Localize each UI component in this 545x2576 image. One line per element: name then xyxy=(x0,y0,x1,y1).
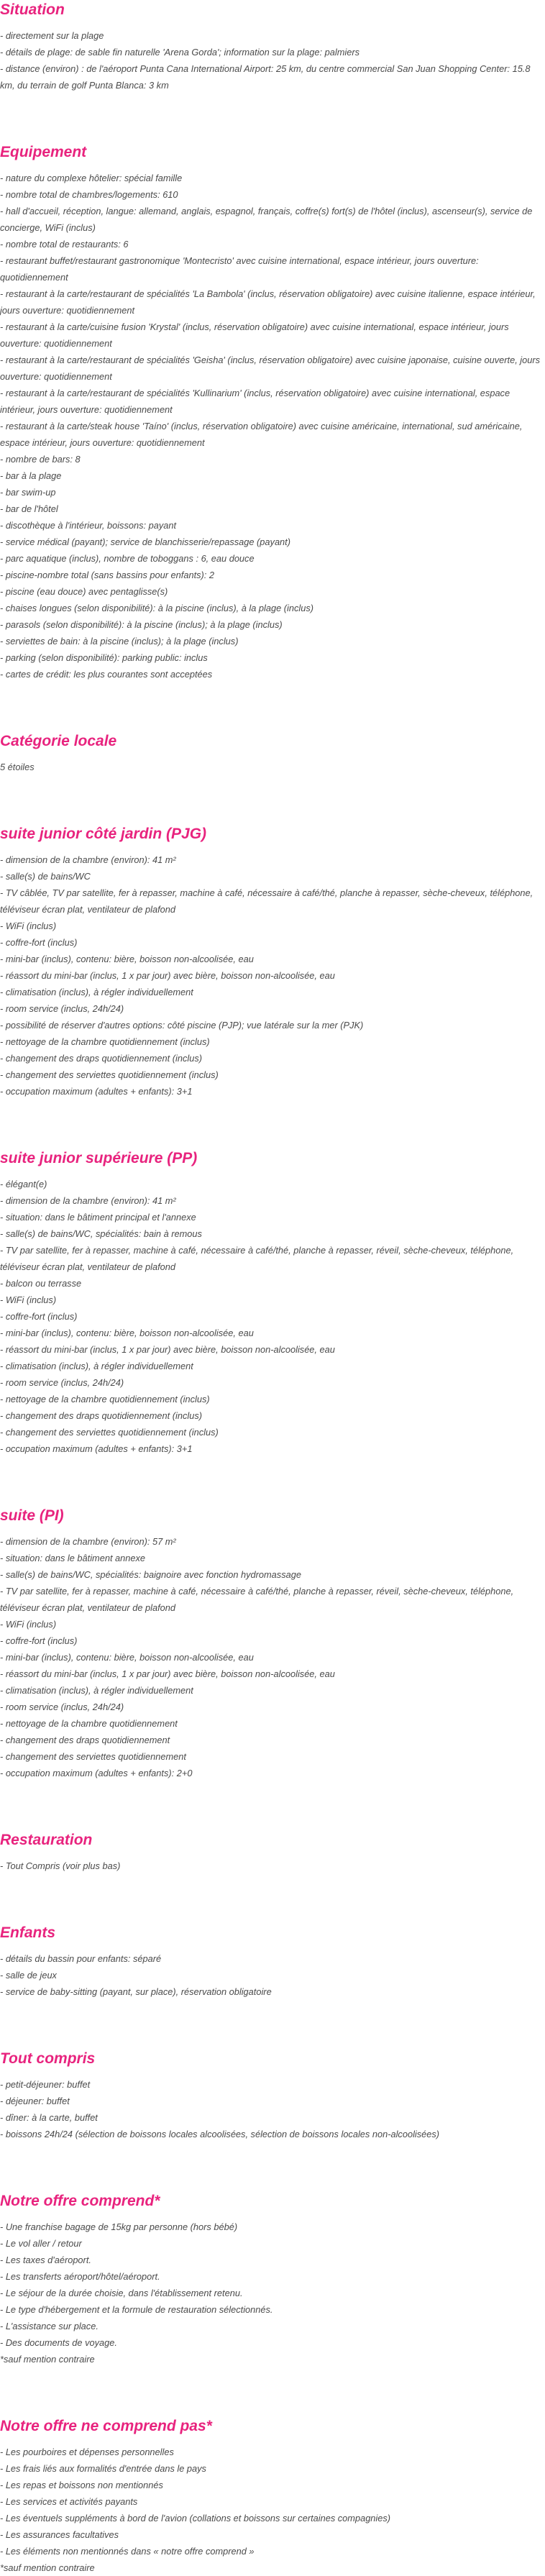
section-suite-junior-jardin xyxy=(0,826,545,1100)
section-title: Notre offre ne comprend pas* xyxy=(0,2418,212,2434)
list-item: - TV câblée, TV par satellite, fer à repasser, machine à café, nécessaire à café/thé, planche à repasser, sèche-cheveux, téléphone, téléviseur écran plat, ventilateur de plafond xyxy=(0,887,533,915)
list-item: - directement sur la plage xyxy=(0,30,104,41)
list-item: - détails de plage: de sable fin naturelle 'Arena Gorda'; information sur la plage: palmiers xyxy=(0,47,359,58)
list-item: - Les éventuels suppléments à bord de l'avion (collations et boissons sur certaines compagnies) xyxy=(0,2513,391,2524)
section-title: Catégorie locale xyxy=(0,733,117,749)
list-item: - Une franchise bagage de 15kg par personne (hors bébé) xyxy=(0,2221,238,2232)
list-item: - Les services et activités payants xyxy=(0,2496,138,2507)
list-item: - piscine (eau douce) avec pentaglisse(s) xyxy=(0,586,168,597)
list-item: - parc aquatique (inclus), nombre de toboggans : 6, eau douce xyxy=(0,553,255,564)
list-item: - situation: dans le bâtiment principal et l'annexe xyxy=(0,1212,196,1223)
list-item: - Le vol aller / retour xyxy=(0,2238,82,2249)
list-item: - Des documents de voyage. xyxy=(0,2337,117,2348)
list-item: - restaurant à la carte/restaurant de spécialités 'La Bambola' (inclus, réservation obligatoire) avec cuisine italienne, espace intérieur, jours ouverture: quotidiennement xyxy=(0,288,536,316)
section-tout-compris xyxy=(0,2050,545,2142)
section-title: Restauration xyxy=(0,1832,93,1848)
section-title: Tout compris xyxy=(0,2050,96,2067)
section-title: Situation xyxy=(0,1,65,18)
list-item: - hall d'accueil, réception, langue: allemand, anglais, espagnol, français, coffre(s) fort(s) de l'hôtel (inclus), ascenseur(s), service de concierge, WiFi (inclus) xyxy=(0,206,533,233)
list-item: - changement des serviettes quotidiennement (inclus) xyxy=(0,1069,219,1080)
item-list xyxy=(0,2444,545,2576)
item-list xyxy=(0,170,545,682)
list-item: - déjeuner: buffet xyxy=(0,2096,70,2106)
section-suite-junior-superieure xyxy=(0,1150,545,1457)
list-item: - changement des serviettes quotidiennement (inclus) xyxy=(0,1427,219,1438)
list-item: - dimension de la chambre (environ): 57 m² xyxy=(0,1536,176,1547)
list-item: - occupation maximum (adultes + enfants): 3+1 xyxy=(0,1086,193,1097)
footnote: *sauf mention contraire xyxy=(0,2354,95,2365)
list-item: - mini-bar (inclus), contenu: bière, boisson non-alcoolisée, eau xyxy=(0,954,254,964)
list-item: - changement des serviettes quotidiennement xyxy=(0,1751,186,1762)
section-restauration xyxy=(0,1832,545,1874)
section-title: suite junior supérieure (PP) xyxy=(0,1150,198,1166)
list-item: - Tout Compris (voir plus bas) xyxy=(0,1860,121,1871)
section-title: suite (PI) xyxy=(0,1507,64,1524)
list-item: - dîner: à la carte, buffet xyxy=(0,2112,98,2123)
list-item: - restaurant à la carte/restaurant de spécialités 'Geisha' (inclus, réservation obligatoire) avec cuisine japonaise, cuisine ouverte, jours ouverture: quotidiennement xyxy=(0,355,541,382)
list-item: - service de baby-sitting (payant, sur place), réservation obligatoire xyxy=(0,1986,272,1997)
list-item: - TV par satellite, fer à repasser, machine à café, nécessaire à café/thé, planche à repasser, réveil, sèche-cheveux, téléphone, téléviseur écran plat, ventilateur de plafond xyxy=(0,1245,514,1272)
list-item: - cartes de crédit: les plus courantes sont acceptées xyxy=(0,669,213,680)
list-item: - Les repas et boissons non mentionnés xyxy=(0,2480,163,2490)
list-item: - WiFi (inclus) xyxy=(0,921,57,931)
list-item: - Les taxes d'aéroport. xyxy=(0,2255,91,2265)
list-item: - salle de jeux xyxy=(0,1970,57,1981)
list-item: - nettoyage de la chambre quotidiennement (inclus) xyxy=(0,1394,210,1405)
list-item: - room service (inclus, 24h/24) xyxy=(0,1377,124,1388)
list-item: - bar swim-up xyxy=(0,487,56,498)
section-title: Notre offre comprend* xyxy=(0,2193,160,2209)
list-item: - WiFi (inclus) xyxy=(0,1619,57,1630)
list-item: - Les assurances facultatives xyxy=(0,2529,119,2540)
list-item: - changement des draps quotidiennement (inclus) xyxy=(0,1410,202,1421)
list-item: - réassort du mini-bar (inclus, 1 x par jour) avec bière, boisson non-alcoolisée, eau xyxy=(0,1344,335,1355)
section-equipement xyxy=(0,144,545,682)
section-categorie-locale xyxy=(0,733,545,775)
list-item: - restaurant à la carte/restaurant de spécialités 'Kullinarium' (inclus, réservation obligatoire) avec cuisine international, espace intérieur, jours ouverture: quotidiennement xyxy=(0,388,510,415)
list-item: - salle(s) de bains/WC xyxy=(0,871,91,882)
list-item: - coffre-fort (inclus) xyxy=(0,937,78,948)
list-item: - nettoyage de la chambre quotidiennement (inclus) xyxy=(0,1036,210,1047)
list-item: - parasols (selon disponibilité): à la piscine (inclus); à la plage (inclus) xyxy=(0,619,283,630)
list-item: - parking (selon disponibilité): parking public: inclus xyxy=(0,652,208,663)
section-offre-comprend xyxy=(0,2193,545,2367)
list-item: - occupation maximum (adultes + enfants): 2+0 xyxy=(0,1768,193,1778)
section-offre-ne-comprend-pas xyxy=(0,2418,545,2576)
list-item: - possibilité de réserver d'autres options: côté piscine (PJP); vue latérale sur la mer (PJK) xyxy=(0,1020,364,1031)
item-list xyxy=(0,1176,545,1457)
section-title: suite junior côté jardin (PJG) xyxy=(0,826,207,842)
list-item: - nombre total de chambres/logements: 610 xyxy=(0,189,178,200)
list-item: - WiFi (inclus) xyxy=(0,1294,57,1305)
list-item: - boissons 24h/24 (sélection de boissons locales alcoolisées, sélection de boissons locales non-alcoolisées) xyxy=(0,2129,440,2139)
item-list xyxy=(0,851,545,1100)
list-item: - nombre total de restaurants: 6 xyxy=(0,239,129,250)
list-item: - climatisation (inclus), à régler individuellement xyxy=(0,1685,193,1696)
list-item: - nature du complexe hôtelier: spécial famille xyxy=(0,173,183,183)
list-item: - nettoyage de la chambre quotidiennement xyxy=(0,1718,178,1729)
footnote: *sauf mention contraire xyxy=(0,2562,95,2573)
list-item: - dimension de la chambre (environ): 41 m² xyxy=(0,1195,176,1206)
list-item: - bar de l'hôtel xyxy=(0,503,58,514)
item-list xyxy=(0,2076,545,2142)
list-item: - piscine-nombre total (sans bassins pour enfants): 2 xyxy=(0,570,215,580)
item-list xyxy=(0,1533,545,1781)
list-item: - climatisation (inclus), à régler individuellement xyxy=(0,1361,193,1371)
list-item: - situation: dans le bâtiment annexe xyxy=(0,1553,146,1563)
item-list xyxy=(0,1858,545,1874)
list-item: - mini-bar (inclus), contenu: bière, boisson non-alcoolisée, eau xyxy=(0,1652,254,1663)
item-list xyxy=(0,27,545,93)
list-item: - Le type d'hébergement et la formule de restauration sélectionnés. xyxy=(0,2304,273,2315)
list-item: - coffre-fort (inclus) xyxy=(0,1635,78,1646)
list-item: - restaurant buffet/restaurant gastronomique 'Montecristo' avec cuisine international, espace intérieur, jours ouverture: quotidiennement xyxy=(0,255,479,283)
list-item: - Les frais liés aux formalités d'entrée dans le pays xyxy=(0,2463,206,2474)
item-list xyxy=(0,1950,545,2000)
section-suite-pi xyxy=(0,1507,545,1781)
list-item: - petit-déjeuner: buffet xyxy=(0,2079,91,2090)
list-item: - Les pourboires et dépenses personnelles xyxy=(0,2447,174,2457)
list-item: - Le séjour de la durée choisie, dans l'établissement retenu. xyxy=(0,2288,243,2298)
list-item: - service médical (payant); service de blanchisserie/repassage (payant) xyxy=(0,536,290,547)
list-item: - occupation maximum (adultes + enfants): 3+1 xyxy=(0,1443,193,1454)
list-item: - changement des draps quotidiennement (inclus) xyxy=(0,1053,202,1064)
list-item: - room service (inclus, 24h/24) xyxy=(0,1702,124,1712)
list-item: - room service (inclus, 24h/24) xyxy=(0,1003,124,1014)
list-item: - distance (environ) : de l'aéroport Punta Cana International Airport: 25 km, du centre commercial San Juan Shopping Center: 15.8 km, du terrain de golf Punta Blanca: 3 km xyxy=(0,63,531,91)
list-item: - réassort du mini-bar (inclus, 1 x par jour) avec bière, boisson non-alcoolisée, eau xyxy=(0,970,335,981)
list-item: - bar à la plage xyxy=(0,470,62,481)
list-item: - Les éléments non mentionnés dans « notre offre comprend » xyxy=(0,2546,255,2557)
list-item: - TV par satellite, fer à repasser, machine à café, nécessaire à café/thé, planche à repasser, réveil, sèche-cheveux, téléphone, téléviseur écran plat, ventilateur de plafond xyxy=(0,1586,514,1613)
list-item: - discothèque à l'intérieur, boissons: payant xyxy=(0,520,177,531)
list-item: - nombre de bars: 8 xyxy=(0,454,81,465)
list-item: - mini-bar (inclus), contenu: bière, boisson non-alcoolisée, eau xyxy=(0,1328,254,1338)
list-item: - climatisation (inclus), à régler individuellement xyxy=(0,987,193,997)
list-item: - salle(s) de bains/WC, spécialités: bain à remous xyxy=(0,1228,202,1239)
item-list xyxy=(0,2219,545,2367)
list-item: - élégant(e) xyxy=(0,1179,47,1189)
item-list xyxy=(0,759,545,775)
list-item: - restaurant à la carte/cuisine fusion 'Krystal' (inclus, réservation obligatoire) avec cuisine international, espace intérieur, jours ouverture: quotidiennement xyxy=(0,321,509,349)
list-item: - L'assistance sur place. xyxy=(0,2321,99,2331)
list-item: - dimension de la chambre (environ): 41 m² xyxy=(0,854,176,865)
list-item: - balcon ou terrasse xyxy=(0,1278,82,1289)
section-enfants xyxy=(0,1924,545,2000)
list-item: - serviettes de bain: à la piscine (inclus); à la plage (inclus) xyxy=(0,636,239,647)
section-title: Enfants xyxy=(0,1924,56,1941)
list-item: 5 étoiles xyxy=(0,762,35,772)
list-item: - changement des draps quotidiennement xyxy=(0,1735,170,1745)
section-situation xyxy=(0,1,545,93)
list-item: - restaurant à la carte/steak house 'Taíno' (inclus, réservation obligatoire) avec cuisine américaine, international, sud américaine, espace intérieur, jours ouverture: quotidiennement xyxy=(0,421,523,448)
list-item: - coffre-fort (inclus) xyxy=(0,1311,78,1322)
list-item: - réassort du mini-bar (inclus, 1 x par jour) avec bière, boisson non-alcoolisée, eau xyxy=(0,1668,335,1679)
list-item: - Les transferts aéroport/hôtel/aéroport. xyxy=(0,2271,160,2282)
section-title: Equipement xyxy=(0,144,87,160)
list-item: - salle(s) de bains/WC, spécialités: baignoire avec fonction hydromassage xyxy=(0,1569,301,1580)
list-item: - détails du bassin pour enfants: séparé xyxy=(0,1953,162,1964)
list-item: - chaises longues (selon disponibilité): à la piscine (inclus), à la plage (inclus) xyxy=(0,603,314,613)
